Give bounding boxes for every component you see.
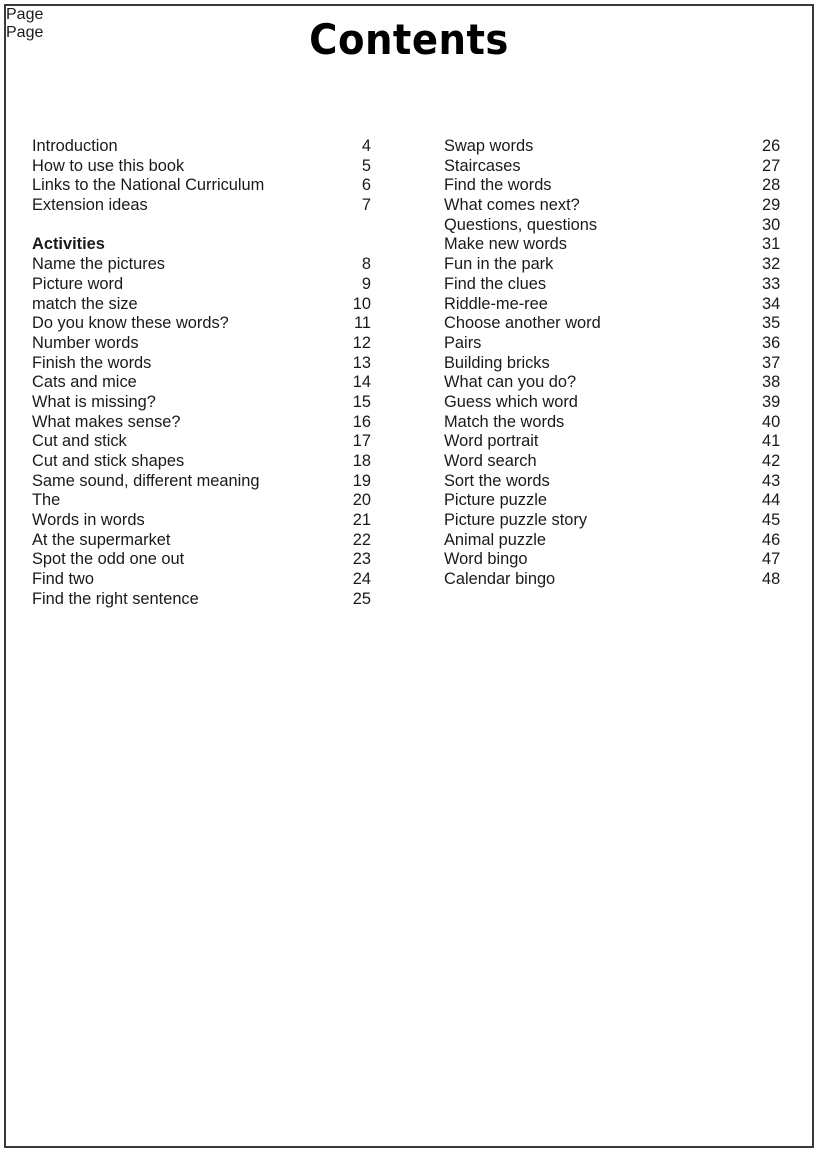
contents-entry-row[interactable] (440, 275, 800, 295)
entry-title: Sort the words (444, 471, 550, 490)
entry-title: Cut and stick (32, 432, 127, 451)
entry-page-number: 46 (762, 530, 781, 549)
contents-entry-row[interactable] (28, 275, 388, 295)
entry-title: Animal puzzle (444, 530, 547, 549)
entry-page-number: 30 (762, 215, 781, 234)
contents-entry-row[interactable] (28, 255, 388, 275)
contents-entry-row[interactable] (440, 413, 800, 433)
entry-title: Same sound, different meaning (32, 471, 260, 490)
entry-page-number: 25 (352, 589, 371, 608)
entry-title: What comes next? (444, 196, 580, 215)
entry-page-number: 48 (762, 570, 781, 589)
entry-title: Match the words (444, 412, 565, 431)
entry-page-number: 14 (352, 373, 371, 392)
entry-title: Guess which word (444, 392, 578, 411)
contents-entry-row[interactable] (440, 432, 800, 452)
entry-page-number: 16 (352, 412, 371, 431)
entry-title: Cut and stick shapes (32, 452, 185, 470)
entry-title: Word bingo (444, 550, 528, 569)
contents-entry-row[interactable] (440, 314, 800, 334)
contents-entry-row[interactable] (28, 511, 388, 531)
entry-page-number: 45 (762, 511, 781, 530)
entry-page-number: 21 (352, 511, 371, 530)
entry-page-number: 8 (361, 255, 371, 274)
contents-list-left (28, 137, 388, 610)
entry-page-number: 40 (762, 412, 781, 431)
entry-page-number: 6 (361, 176, 371, 195)
contents-entry-row[interactable] (28, 452, 388, 472)
contents-section-heading-row[interactable] (28, 235, 388, 255)
entry-page-number: 22 (352, 530, 371, 549)
entry-page-number: 41 (762, 432, 781, 451)
entry-page-number: 18 (352, 452, 371, 470)
entry-title: Introduction (32, 137, 118, 155)
contents-entry-row[interactable] (440, 255, 800, 275)
contents-entry-row[interactable] (440, 235, 800, 255)
entry-title: Make new words (444, 235, 567, 254)
entry-page-number: 19 (352, 471, 371, 490)
entry-page-number: 20 (352, 491, 371, 510)
entry-title: match the size (32, 294, 138, 313)
entry-title: Finish the words (32, 353, 152, 372)
entry-page-number: 34 (762, 294, 781, 313)
entry-title: What can you do? (444, 373, 577, 392)
contents-entry-row[interactable] (28, 531, 388, 551)
contents-entry-row[interactable] (28, 590, 388, 610)
entry-title: Name the pictures (32, 255, 166, 274)
entry-title: Questions, questions (444, 215, 598, 234)
entry-page-number: 29 (762, 196, 781, 215)
entry-title: Building bricks (444, 353, 550, 372)
entry-title: Picture puzzle story (444, 511, 588, 530)
contents-entry-row[interactable] (28, 570, 388, 590)
entry-page-number: 35 (762, 314, 781, 333)
contents-entry-row[interactable] (28, 196, 388, 216)
entry-title: Riddle-me-ree (444, 294, 548, 313)
contents-entry-row[interactable] (28, 413, 388, 433)
entry-title: Spot the odd one out (32, 550, 185, 569)
entry-page-number: 27 (762, 156, 781, 175)
entry-title: Find the right sentence (32, 589, 199, 608)
contents-entry-row[interactable] (440, 137, 800, 157)
contents-entry-row[interactable] (440, 196, 800, 216)
contents-entry-row[interactable] (440, 334, 800, 354)
entry-page-number: 28 (762, 176, 781, 195)
contents-entry-row[interactable] (440, 452, 800, 472)
contents-entry-row[interactable] (28, 314, 388, 334)
entry-title: Word search (444, 452, 537, 470)
entry-title: What is missing? (32, 392, 156, 411)
contents-entry-row[interactable] (440, 393, 800, 413)
entry-page-number: 31 (762, 235, 781, 254)
contents-entry-row[interactable] (28, 157, 388, 177)
contents-entry-row[interactable] (440, 157, 800, 177)
entry-title: Find the words (444, 176, 552, 195)
page-number-header-right: Page (6, 24, 44, 41)
page-sheet (4, 4, 814, 1148)
entry-title: Staircases (444, 156, 521, 175)
entry-title: Pairs (444, 333, 482, 352)
entry-page-number: 23 (352, 550, 371, 569)
entry-title: Words in words (32, 511, 145, 530)
entry-title: What makes sense? (32, 412, 181, 431)
entry-title: Swap words (444, 137, 534, 155)
entry-page-number: 7 (361, 196, 371, 215)
entry-page-number: 47 (762, 550, 781, 569)
entry-page-number: 32 (762, 255, 781, 274)
contents-entry-row[interactable] (28, 137, 388, 157)
entry-page-number: 37 (762, 353, 781, 372)
contents-entry-row[interactable] (28, 472, 388, 492)
entry-title: Do you know these words? (32, 314, 229, 333)
contents-entry-row[interactable] (440, 472, 800, 492)
contents-entry-row[interactable] (440, 531, 800, 551)
entry-page-number: 17 (352, 432, 371, 451)
page-title: Contents (309, 15, 509, 64)
contents-entry-row[interactable] (28, 354, 388, 374)
contents-entry-row[interactable] (28, 393, 388, 413)
contents-entry-row[interactable] (440, 216, 800, 236)
entry-page-number: 15 (352, 392, 371, 411)
entry-page-number: 4 (361, 137, 371, 155)
contents-entry-row[interactable] (440, 373, 800, 393)
entry-title: At the supermarket (32, 530, 171, 549)
entry-page-number: 38 (762, 373, 781, 392)
contents-entry-row[interactable] (28, 176, 388, 196)
contents-entry-row[interactable] (28, 432, 388, 452)
entry-title: Links to the National Curriculum (32, 176, 265, 195)
entry-title: Find two (32, 570, 94, 589)
entry-page-number: 11 (353, 314, 371, 333)
entry-page-number: 9 (361, 274, 371, 293)
contents-entry-row[interactable] (28, 295, 388, 315)
entry-title: Extension ideas (32, 196, 148, 215)
entry-page-number: 43 (762, 471, 781, 490)
entry-page-number: 42 (762, 452, 781, 470)
entry-title: Calendar bingo (444, 570, 556, 589)
entry-title: Find the clues (444, 274, 547, 293)
entry-page-number: 10 (352, 294, 371, 313)
contents-entry-row[interactable] (28, 334, 388, 354)
contents-entry-row[interactable] (28, 373, 388, 393)
entry-title: Word portrait (444, 432, 539, 451)
contents-entry-row[interactable] (440, 511, 800, 531)
contents-entry-row[interactable] (440, 354, 800, 374)
entry-page-number: 33 (762, 274, 781, 293)
entry-title: Fun in the park (444, 255, 554, 274)
entry-title: Cats and mice (32, 373, 137, 392)
contents-list-right (440, 137, 800, 590)
entry-page-number: 12 (352, 333, 371, 352)
entry-page-number: 24 (352, 570, 371, 589)
contents-entry-row[interactable] (440, 570, 800, 590)
entry-page-number: 5 (361, 156, 371, 175)
contents-entry-row[interactable] (440, 295, 800, 315)
contents-entry-row[interactable] (28, 491, 388, 511)
entry-title: Picture puzzle (444, 491, 547, 510)
contents-spacer-row (28, 216, 388, 236)
entry-title: Number words (32, 333, 139, 352)
entry-page-number: 26 (762, 137, 781, 155)
entry-title: Picture word (32, 274, 124, 293)
entry-page-number: 44 (762, 491, 781, 510)
contents-entry-row[interactable] (28, 550, 388, 570)
entry-page-number: 13 (352, 353, 371, 372)
section-heading-label: Activities (32, 235, 105, 254)
contents-entry-row[interactable] (440, 550, 800, 570)
entry-page-number: 36 (762, 333, 781, 352)
entry-title: How to use this book (32, 156, 185, 175)
page-number-header-left: Page (6, 6, 44, 23)
entry-title: Choose another word (444, 314, 601, 333)
entry-page-number: 39 (762, 392, 781, 411)
contents-entry-row[interactable] (440, 176, 800, 196)
entry-title: The (32, 491, 61, 510)
contents-entry-row[interactable] (440, 491, 800, 511)
